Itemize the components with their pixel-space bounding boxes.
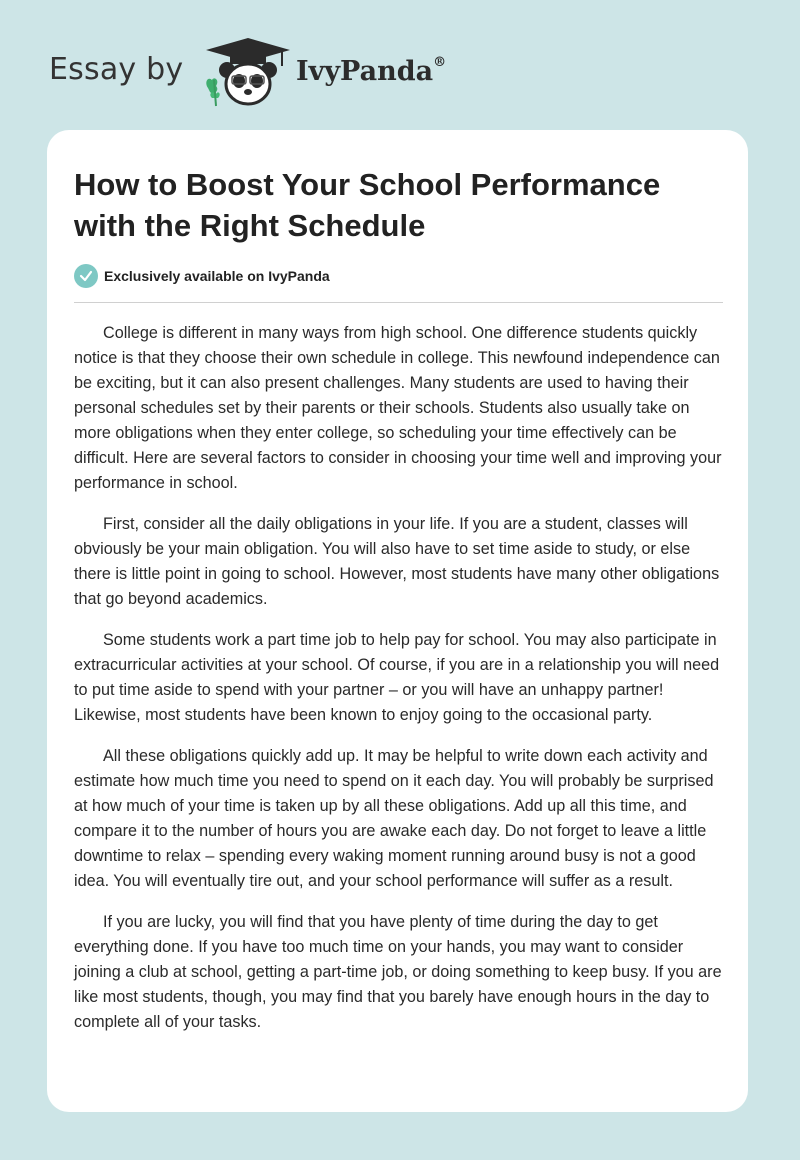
paragraph: College is different in many ways from high school. One difference students quickly notice is that they choose their own schedule in college. This newfound independence can be exciting, but it can also present challenges. Many students are used to having their personal schedules set by their parents or their schools. Students also usually take on more obligations when they enter college, so scheduling your time effectively can be difficult. Here are several factors to consider in choosing your time well and improving your performance in school. [74, 324, 722, 492]
site-header [0, 0, 800, 130]
brand-name[interactable]: IvyPanda® [296, 55, 447, 87]
exclusive-badge [74, 263, 330, 289]
exclusive-badge-label: Exclusively available on IvyPanda [104, 268, 330, 284]
paragraph: If you are lucky, you will find that you have plenty of time during the day to get everything done. If you have too much time on your hands, you may want to consider joining a club at school, getting a part-time job, or doing something to keep busy. If you are like most students, though, you may find that you barely have enough hours in the day to complete all of your tasks. [74, 913, 722, 1031]
essay-by-label: Essay by [49, 52, 184, 87]
check-circle-icon [74, 264, 98, 288]
panda-graduate-icon [202, 36, 294, 108]
essay-body [74, 321, 725, 1051]
essay-card [47, 130, 748, 1112]
page-title: How to Boost Your School Performance with the Right Schedule [74, 167, 661, 243]
divider [74, 302, 723, 303]
paragraph: All these obligations quickly add up. It may be helpful to write down each activity and estimate how much time you need to spend on it each day. You will probably be surprised at how much of your time is taken up by all these obligations. Add up all this time, and compare it to the number of hours you are awake each day. Do not forget to leave a little downtime to relax – spending every waking moment running around busy is not a good idea. You will eventually tire out, and your school performance will suffer as a result. [74, 747, 714, 890]
registered-mark: ® [433, 55, 447, 70]
paragraph: Some students work a part time job to help pay for school. You may also participate in extracurricular activities at your school. Of course, if you are in a relationship you will need to put time aside to spend with your partner – or you will have an unhappy partner! Likewise, most students have been known to enjoy going to the occasional party. [74, 631, 720, 724]
paragraph: First, consider all the daily obligations in your life. If you are a student, classes will obviously be your main obligation. You will also have to set time aside to study, or else there is little point in going to school. However, most students have many other obligations that go beyond academics. [74, 515, 720, 608]
